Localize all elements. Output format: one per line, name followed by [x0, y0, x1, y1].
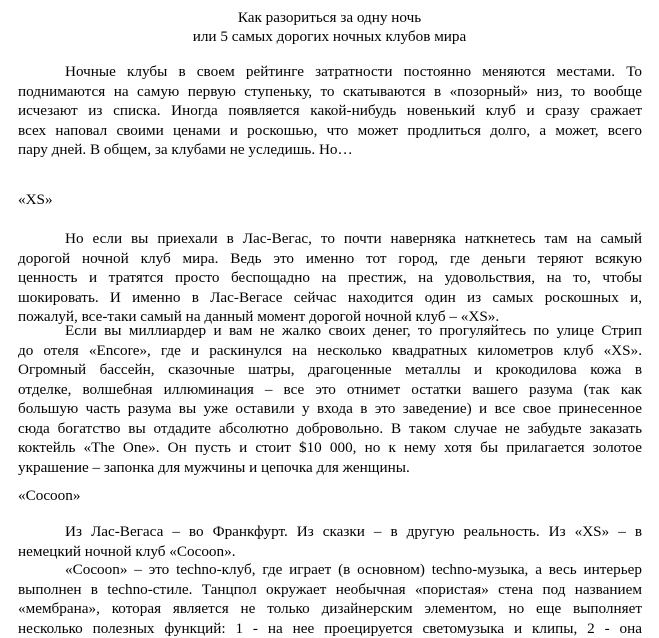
text-line: пару дней. В общем, за клубами не уследишь. Но…	[18, 140, 642, 160]
cocoon-paragraph-2	[18, 560, 642, 638]
article-title	[0, 8, 659, 46]
text-line: пожалуй, все-таки самый на данный момент дорогой ночной клуб – «XS».	[18, 307, 642, 327]
xs-paragraph-2	[18, 321, 642, 477]
cocoon-paragraph-1	[18, 522, 642, 561]
text-line: исчезают из списка. Иногда появляется какой-нибудь новенький клуб и сразу сражает	[18, 101, 642, 121]
text-line: Ночные клубы в своем рейтинге затратности постоянно меняются местами. То	[18, 62, 642, 82]
title-line-2: или 5 самых дорогих ночных клубов мира	[0, 27, 659, 46]
text-line: несколько полезных функций: 1 - на нее проецируется светомузыка и клипы, 2 - она	[18, 619, 642, 638]
text-line: Если вы миллиардер и вам не жалко своих денег, то прогуляйтесь по улице Стрип	[18, 321, 642, 341]
intro-paragraph	[18, 62, 642, 160]
text-line: дорогой ночной клуб мира. Ведь это именно тот город, где деньги теряют всякую	[18, 249, 642, 269]
text-line: шокировать. И именно в Лас-Вегасе сейчас находится один из самых роскошных и,	[18, 288, 642, 308]
text-line: всех наповал своими ценами и роскошью, что может продлиться долго, а может, всего	[18, 121, 642, 141]
text-line: большую часть разума вы уже оставили у входа в это заведение) и все свое принесенное	[18, 399, 642, 419]
text-line: коктейль «The One». Он пусть и стоит $10 000, но к нему хотя бы прилагается золотое	[18, 438, 642, 458]
text-line: Из Лас-Вегаса – во Франкфурт. Из сказки – в другую реальность. Из «XS» – в	[18, 522, 642, 542]
xs-paragraph-1	[18, 229, 642, 327]
text-line: ценность и тратятся просто беспощадно на престиж, на удовольствия, на то, чтобы	[18, 268, 642, 288]
section-heading-cocoon: «Cocoon»	[18, 486, 80, 505]
text-line: до отеля «Encore», где и раскинулся на несколько квадратных километров клуб «XS».	[18, 341, 642, 361]
text-line: отделке, волшебная иллюминация – все это отнимет остатки вашего разума (так как	[18, 380, 642, 400]
text-line: выполнен в techno-стиле. Танцпол окружает необычная «пористая» стена под названием	[18, 580, 642, 600]
section-heading-xs: «XS»	[18, 190, 53, 209]
text-line: поднимаются на самую первую ступеньку, то скатываются в «позорный» низ, то вообще	[18, 82, 642, 102]
title-line-1: Как разориться за одну ночь	[0, 8, 659, 27]
text-line: Огромный бассейн, сказочные шатры, драгоценные металлы и крокодилова кожа в	[18, 360, 642, 380]
text-line: немецкий ночной клуб «Cocoon».	[18, 542, 642, 562]
text-line: Но если вы приехали в Лас-Вегас, то почти наверняка наткнетесь там на самый	[18, 229, 642, 249]
text-line: украшение – запонка для мужчины и цепочка для женщины.	[18, 458, 642, 478]
text-line: «мембрана», которая является не только дизайнерским элементом, но еще выполняет	[18, 599, 642, 619]
text-line: сюда богатство вы отдадите абсолютно добровольно. В таком случае не забудьте заказать	[18, 419, 642, 439]
text-line: «Cocoon» – это techno-клуб, где играет (в основном) techno-музыка, а весь интерьер	[18, 560, 642, 580]
